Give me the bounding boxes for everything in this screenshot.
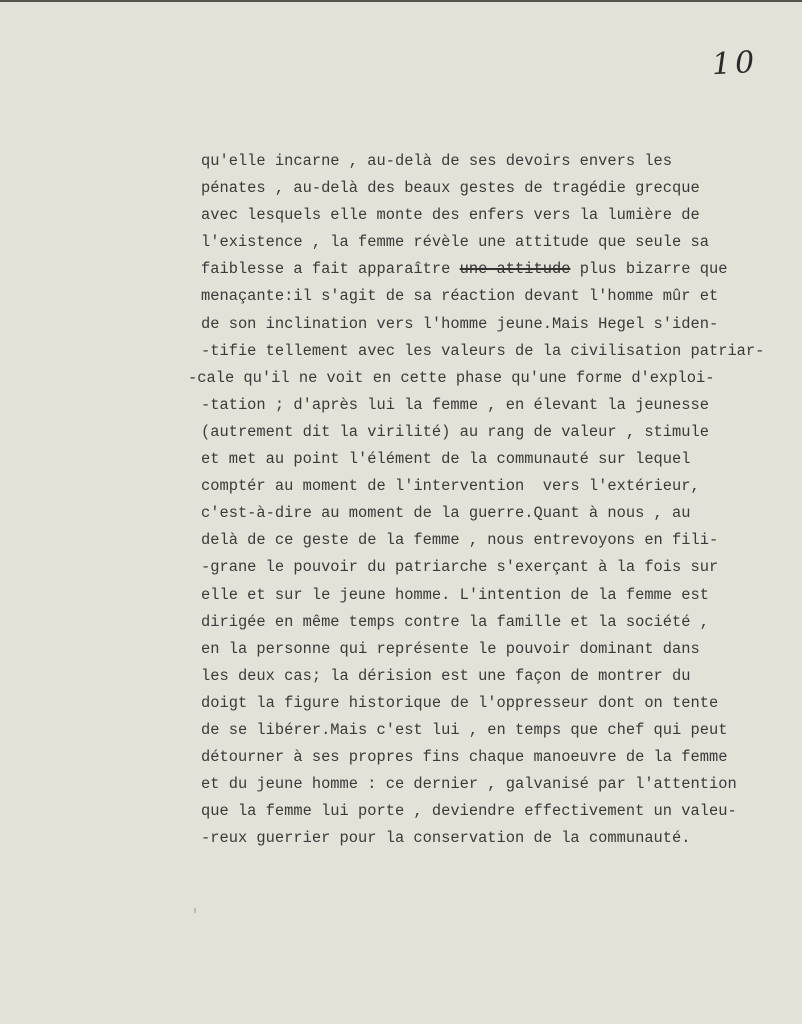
text-line: que la femme lui porte , deviendre effectivement un valeu- [201, 802, 737, 821]
line-after-strike: plus bizarre que [570, 260, 728, 279]
text-line: -reux guerrier pour la conservation de la communauté. [201, 829, 691, 848]
text-line: -tifie tellement avec les valeurs de la civilisation patriar- [201, 341, 765, 360]
text-line: de son inclination vers l'homme jeune.Mais Hegel s'iden- [201, 314, 719, 333]
text-line: c'est-à-dire au moment de la guerre.Quant à nous , au [201, 504, 691, 523]
text-line: l'existence , la femme révèle une attitude que seule sa [201, 233, 709, 252]
text-line: -cale qu'il ne voit en cette phase qu'une forme d'exploi- [188, 368, 715, 387]
line-before-strike: faiblesse a fait apparaître [201, 260, 460, 279]
text-line: comptér au moment de l'intervention vers l'extérieur, [201, 477, 700, 496]
text-line: -tation ; d'après lui la femme , en élevant la jeunesse [201, 395, 709, 414]
text-line: -grane le pouvoir du patriarche s'exerçant à la fois sur [201, 558, 719, 577]
text-line: (autrement dit la virilité) au rang de valeur , stimule [201, 422, 709, 441]
text-line: qu'elle incarne , au-delà de ses devoirs envers les [201, 152, 673, 170]
text-line: elle et sur le jeune homme. L'intention de la femme est [201, 585, 709, 604]
text-line: menaçante:il s'agit de sa réaction devant l'homme mûr et [201, 287, 719, 306]
text-line: détourner à ses propres fins chaque manoeuvre de la femme [201, 748, 728, 767]
text-line: en la personne qui représente le pouvoir dominant dans [201, 639, 700, 658]
text-line: pénates , au-delà des beaux gestes de tragédie grecque [201, 179, 700, 198]
text-line-with-strikethrough [192, 256, 792, 283]
text-line: de se libérer.Mais c'est lui , en temps que chef qui peut [201, 720, 728, 739]
text-line: avec lesquels elle monte des enfers vers la lumière de [201, 206, 700, 225]
text-line: et met au point l'élément de la communauté sur lequel [201, 450, 691, 469]
text-line: les deux cas; la dérision est une façon de montrer du [201, 666, 691, 685]
text-line: dirigée en même temps contre la famille et la société , [201, 612, 709, 631]
typewritten-paragraph [188, 148, 792, 852]
text-line: et du jeune homme : ce dernier , galvanisé par l'attention [201, 775, 737, 794]
text-line: delà de ce geste de la femme , nous entrevoyons en fili- [201, 531, 719, 550]
paper-speck [194, 908, 196, 913]
struck-out-word: une-attitude [459, 260, 571, 279]
text-line: doigt la figure historique de l'oppresseur dont on tente [201, 693, 719, 712]
handwritten-page-number: 10 [711, 44, 760, 83]
